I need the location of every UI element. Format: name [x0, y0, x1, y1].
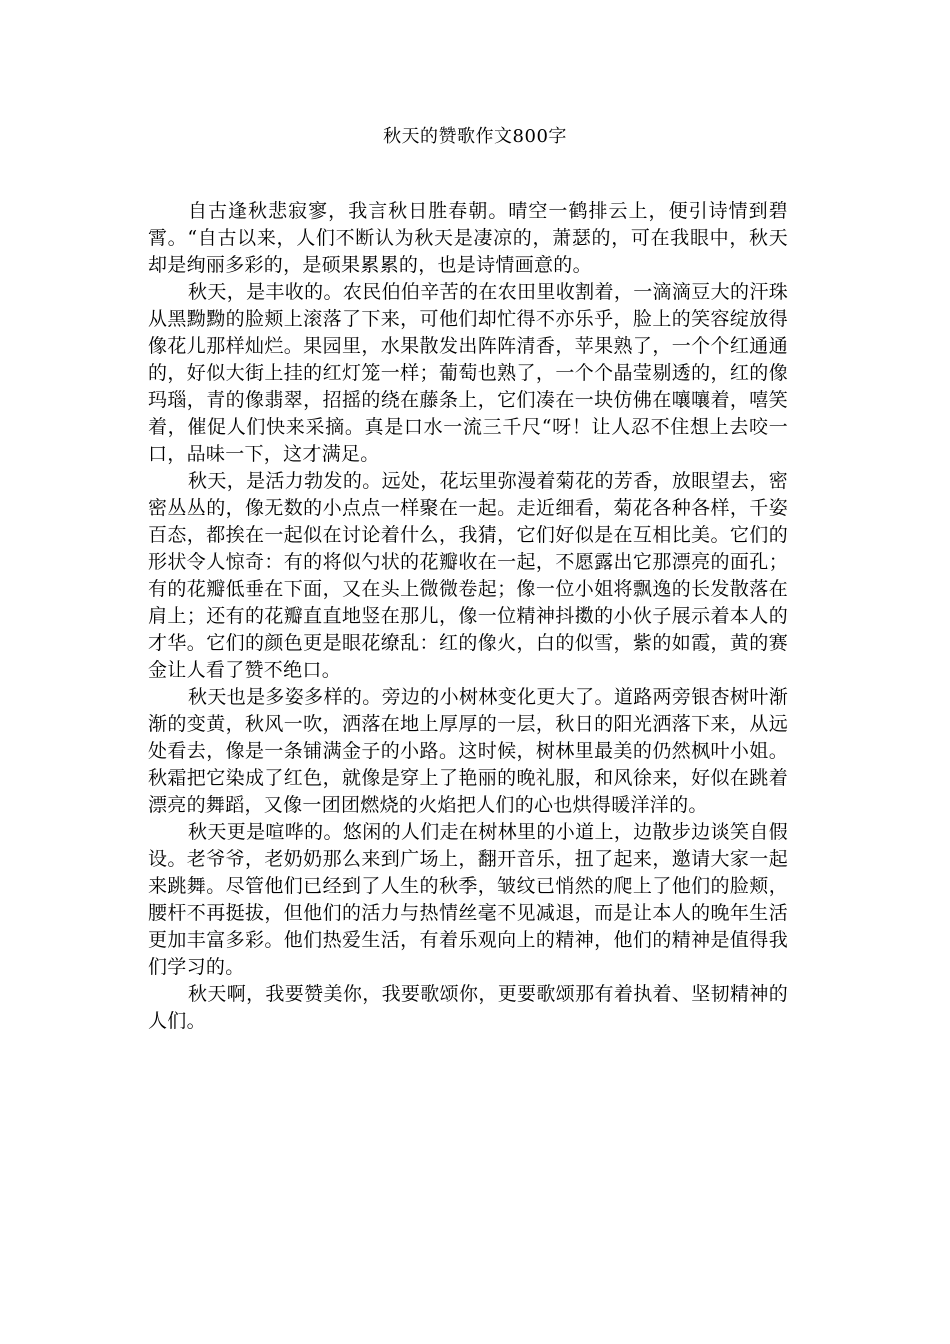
paragraph-intro: 自古逢秋悲寂寥，我言秋日胜春朝。晴空一鹤排云上，便引诗情到碧霄。“自古以来，人们不断认为秋天是凄凉的，萧瑟的，可在我眼中，秋天却是绚丽多彩的，是硕果累累的，也是诗情画意的。 — [148, 200, 788, 276]
paragraph-conclusion: 秋天啊，我要赞美你，我要歌颂你，更要歌颂那有着执着、坚韧精神的人们。 — [148, 983, 788, 1032]
document-body — [148, 198, 788, 1035]
paragraph-lively: 秋天更是喧哗的。悠闲的人们走在树林里的小道上，边散步边谈笑自假设。老爷爷，老奶奶那么来到广场上，翻开音乐，扭了起来，邀请大家一起来跳舞。尽管他们已经到了人生的秋季，皱纹已悄然的爬上了他们的脸颊，腰杆不再挺拔，但他们的活力与热情丝毫不见减退，而是让本人的晚年生活更加丰富多彩。他们热爱生活，有着乐观向上的精神，他们的精神是值得我们学习的。 — [148, 821, 788, 978]
paragraph-vitality: 秋天，是活力勃发的。远处，花坛里弥漫着菊花的芳香，放眼望去，密密丛丛的，像无数的小点点一样聚在一起。走近细看，菊花各种各样，千姿百态，都挨在一起似在讨论着什么，我猜，它们好似是在互相比美。它们的形状令人惊奇：有的将似勺状的花瓣收在一起，不愿露出它那漂亮的面孔；有的花瓣低垂在下面，又在头上微微卷起；像一位小姐将飘逸的长发散落在肩上；还有的花瓣直直地竖在那儿，像一位精神抖擞的小伙子展示着本人的才华。它们的颜色更是眼花缭乱：红的像火，白的似雪，紫的如霞，黄的赛金让人看了赞不绝口。 — [148, 470, 788, 681]
paragraph-harvest: 秋天，是丰收的。农民伯伯辛苦的在农田里收割着，一滴滴豆大的汗珠从黑黝黝的脸颊上滚落了下来，可他们却忙得不亦乐乎，脸上的笑容绽放得像花儿那样灿烂。果园里，水果散发出阵阵清香，苹果熟了，一个个红通通的，好似大街上挂的红灯笼一样；葡萄也熟了，一个个晶莹剔透的，红的像玛瑙，青的像翡翠，招摇的绕在藤条上，它们凑在一块仿佛在嚷嚷着，嘻笑着，催促人们快来采摘。真是口水一流三千尺“呀！让人忍不住想上去咬一口，品味一下，这才满足。 — [148, 281, 788, 465]
document-title: 秋天的赞歌作文800字 — [383, 126, 567, 147]
paragraph-diversity: 秋天也是多姿多样的。旁边的小树林变化更大了。道路两旁银杏树叶渐渐的变黄，秋风一吹，洒落在地上厚厚的一层，秋日的阳光洒落下来，从远处看去，像是一条铺满金子的小路。这时候，树林里最美的仍然枫叶小姐。秋霜把它染成了红色，就像是穿上了艳丽的晚礼服，和风徐来，好似在跳着漂亮的舞蹈，又像一团团燃烧的火焰把人们的心也烘得暖洋洋的。 — [148, 686, 788, 816]
